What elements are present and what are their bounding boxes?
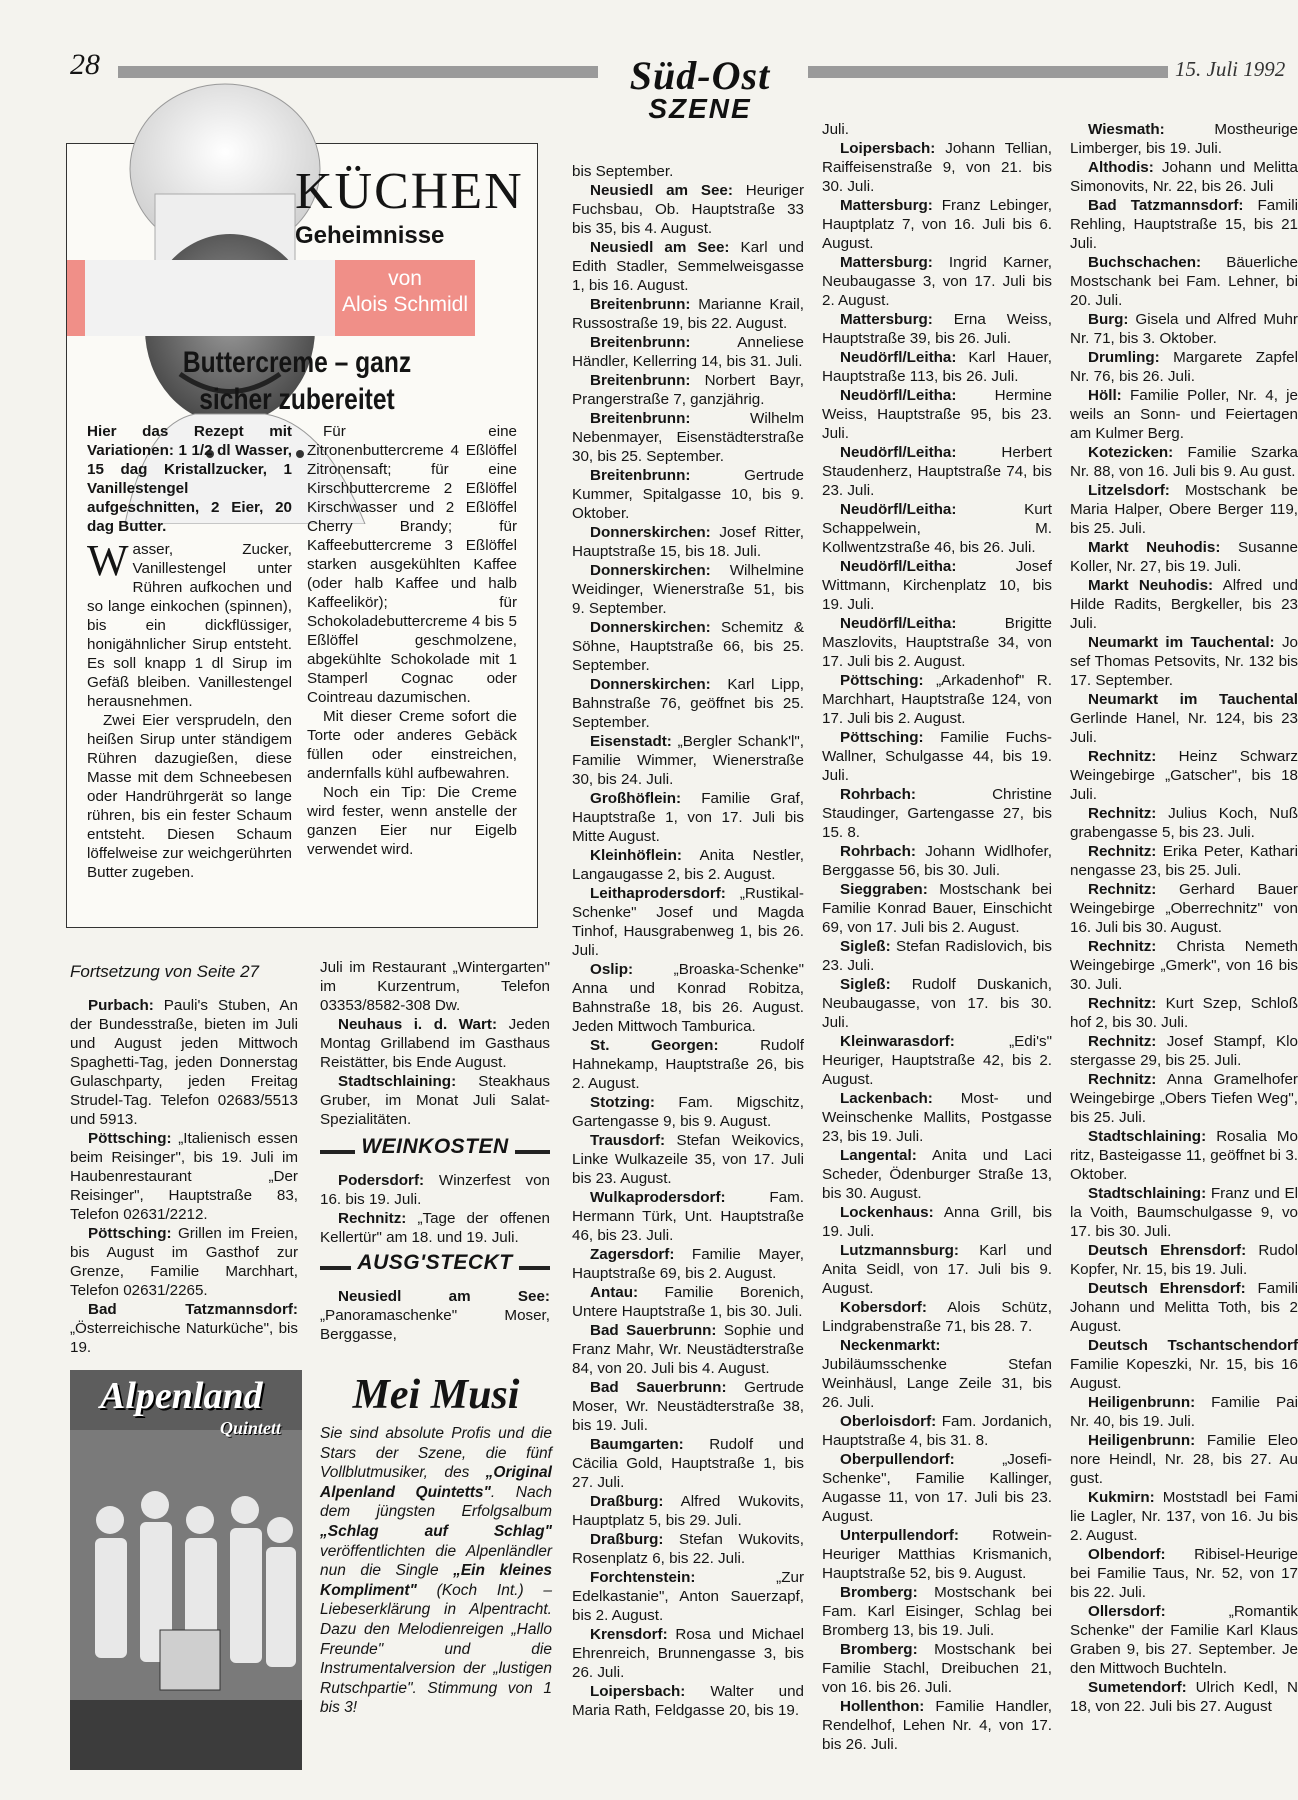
list-item: Rechnitz: Julius Koch, Nuß grabengasse 5, bis 23. Juli.	[1070, 805, 1298, 841]
list-item: Neudörfl/Leitha: Hermine Weiss, Hauptstraße 95, bis 23. Juli.	[822, 387, 1052, 442]
list-item: Mattersburg: Franz Lebinger, Hauptplatz 7, von 16. Juli bis 6. August.	[822, 197, 1052, 252]
column-title: KÜCHEN	[295, 163, 524, 220]
list-item: Mattersburg: Ingrid Karner, Neubaugasse 3, von 17. Juli bis 2. August.	[822, 254, 1052, 309]
list-item: Donnerskirchen: Schemitz & Söhne, Hauptstraße 66, bis 25. September.	[572, 619, 804, 674]
list-item: Donnerskirchen: Josef Ritter, Hauptstraße 15, bis 18. Juli.	[572, 524, 804, 560]
list-item: Stadtschlaining: Rosalia Mo ritz, Basteigasse 11, geöffnet bi 3. Oktober.	[1070, 1128, 1298, 1183]
column-3	[572, 162, 804, 1720]
list-item: Höll: Familie Poller, Nr. 4, je weils an Sonn- und Feiertagen am Kulmer Berg.	[1070, 387, 1298, 442]
recipe-para-5: Noch ein Tip: Die Creme wird fester, wenn anstelle der ganzen Eier nur Eigelb verwendet wird.	[307, 784, 517, 858]
list-item: Buchschachen: Bäuerliche Mostschank bei Fam. Lehner, bi 20. Juli.	[1070, 254, 1298, 309]
list-item: Deutsch Ehrensdorf: Rudol Kopfer, Nr. 15, bis 19. Juli.	[1070, 1242, 1298, 1278]
recipe-para-1: asser, Zucker, Vanillestengel unter Rühren aufkochen und so lange einkochen (spinnen), bis ein dickflüssiger, honigähnlicher Sirup entsteht. Es soll knapp 1 dl Sirup im Gefäß bleiben. Vanillestengel herausnehmen.	[87, 541, 292, 710]
list-item: Juli im Restaurant „Wintergarten" im Kurzentrum, Telefon 03353/8582-308 Dw.	[320, 959, 550, 1014]
recipe-headline-2: sicher zubereitet	[199, 383, 395, 416]
list-item: Neudörfl/Leitha: Karl Hauer, Hauptstraße 113, bis 26. Juli.	[822, 349, 1052, 385]
music-article	[320, 1370, 552, 1718]
byline-von: von	[388, 267, 422, 290]
list-item: Antau: Familie Borenich, Untere Hauptstraße 1, bis 30. Juli.	[572, 1284, 804, 1320]
list-item: Oberpullendorf: „Josefi-Schenke", Familie Kallinger, Augasse 11, von 17. Juli bis 23. August.	[822, 1451, 1052, 1525]
recipe-para-4: Mit dieser Creme sofort die Torte oder anderes Gebäck füllen oder einstreichen, andernfalls kühl aufbewahren.	[307, 708, 517, 782]
column-5	[1070, 120, 1298, 1716]
list-item: Purbach: Pauli's Stuben, An der Bundesstraße, bieten im Juli und August jeden Mittwoch Spaghetti-Tag, jeden Donnerstag Gulaschparty, jeden Freitag Strudel-Tag. Telefon 02683/5513 und 5913.	[70, 997, 298, 1128]
byline-author: Alois Schmidl	[341, 293, 469, 316]
list-item: Juli.	[822, 121, 850, 138]
list-item: Bromberg: Mostschank bei Fam. Karl Eisinger, Schlag bei Bromberg 13, bis 19. Juli.	[822, 1584, 1052, 1639]
recipe-para-3: Für eine Zitronenbuttercreme 4 Eßlöffel Zitronensaft; für eine Kirschbuttercreme 2 Eßlöffel Kirschwasser und 2 Eßlöffel Cherry Brandy; für Kaffeebuttercreme 3 Eßlöffel starken ausgekühlten Kaffee (oder halb Kaffee und halb Kaffeelikör); für Schokoladebuttercreme 4 bis 5 Eßlöffel geschmolzene, abgekühlte Schokolade mit 1 Stamperl Cognac oder Cointreau dazumischen.	[307, 423, 517, 706]
list-item: Breitenbrunn: Wilhelm Nebenmayer, Eisenstädterstraße 30, bis 25. September.	[572, 410, 804, 465]
list-item: Oberloisdorf: Fam. Jordanich, Hauptstraße 4, bis 31. 8.	[822, 1413, 1052, 1449]
list-item: Bad Sauerbrunn: Gertrude Moser, Wr. Neustädterstraße 38, bis 19. Juli.	[572, 1379, 805, 1434]
list-item: Kukmirn: Moststadl bei Fami lie Lagler, Nr. 137, von 16. Ju bis 2. August.	[1070, 1489, 1298, 1544]
continuation-note: Fortsetzung von Seite 27	[70, 962, 260, 981]
column-b	[320, 958, 550, 1344]
list-item: St. Georgen: Rudolf Hahnekamp, Hauptstraße 26, bis 2. August.	[572, 1037, 804, 1092]
list-item: Loipersbach: Johann Tellian, Raiffeisenstraße 9, von 21. bis 30. Juli.	[822, 140, 1052, 195]
list-item: Rechnitz: Kurt Szep, Schloß hof 2, bis 30. Juli.	[1070, 995, 1298, 1031]
list-item: Pöttsching: Familie Fuchs-Wallner, Schulgasse 44, bis 19. Juli.	[822, 729, 1052, 784]
list-item: Wiesmath: Mostheurige Limberger, bis 19. Juli.	[1070, 121, 1298, 157]
recipe-col-left	[87, 422, 292, 882]
dropcap: W	[87, 536, 129, 585]
list-item: Draßburg: Stefan Wukovits, Rosenplatz 6, bis 22. Juli.	[572, 1531, 804, 1567]
list-item: Rechnitz: Josef Stampf, Klo stergasse 29, bis 25. Juli.	[1070, 1033, 1298, 1069]
recipe-box	[66, 143, 538, 928]
list-item: Loipersbach: Walter und Maria Rath, Feldgasse 20, bis 19.	[572, 1683, 804, 1719]
recipe-headline	[127, 344, 467, 418]
weinkosten-banner	[320, 1137, 550, 1167]
list-item: Bad Tatzmannsdorf: Famili Rehling, Hauptstraße 15, bis 21 Juli.	[1070, 197, 1298, 252]
list-item: bis September.	[572, 163, 674, 180]
list-item: Podersdorf: Winzerfest von 16. bis 19. Juli.	[320, 1172, 550, 1208]
list-item: Großhöflein: Familie Graf, Hauptstraße 1, von 17. Juli bis Mitte August.	[572, 790, 804, 845]
section-logo-top: Süd-Ost	[629, 53, 771, 98]
list-item: Neudörfl/Leitha: Josef Wittmann, Kirchenplatz 10, bis 19. Juli.	[822, 558, 1052, 613]
band-photo	[70, 1370, 302, 1770]
list-item: Pöttsching: „Arkadenhof" R. Marchhart, Hauptstraße 124, von 17. Juli bis 2. August.	[822, 672, 1052, 727]
list-item: Neusiedl am See: „Panoramaschenke" Moser, Berggasse,	[320, 1288, 550, 1343]
list-item: Burg: Gisela und Alfred Muhr Nr. 71, bis 3. Oktober.	[1070, 311, 1298, 347]
list-item: Stadtschlaining: Franz und El la Voith, Baumschulgasse 9, vo 17. bis 30. Juli.	[1070, 1185, 1298, 1240]
column-4	[822, 120, 1052, 1754]
list-item: Krensdorf: Rosa und Michael Ehrenreich, Brunnengasse 3, bis 26. Juli.	[572, 1626, 804, 1681]
list-item: Neckenmarkt: Jubiläumsschenke Stefan Weinhäusl, Lange Zeile 31, bis 26. Juli.	[822, 1337, 1052, 1411]
list-item: Neudörfl/Leitha: Kurt Schappelwein, M. Kollwentzstraße 46, bis 26. Juli.	[822, 501, 1052, 556]
list-item: Drumling: Margarete Zapfel Nr. 76, bis 26. Juli.	[1070, 349, 1298, 385]
list-item: Kotezicken: Familie Szarka Nr. 88, von 16. Juli bis 9. Au gust.	[1070, 444, 1298, 480]
list-item: Bad Tatzmannsdorf: „Österreichische Naturküche", bis 19.	[70, 1301, 298, 1356]
list-item: Lutzmannsburg: Karl und Anita Seidl, von 17. Juli bis 9. August.	[822, 1242, 1052, 1297]
recipe-intro: Hier das Rezept mit Variationen: 1 1/2 dl Wasser, 15 dag Kristallzucker, 1 Vanillestengel aufgeschnitten, 2 Eier, 20 dag Butter.	[87, 423, 292, 535]
list-item: Langental: Anita und Laci Scheder, Ödenburger Straße 13, bis 30. August.	[822, 1147, 1052, 1202]
list-item: Pöttsching: „Italienisch essen beim Reisinger", bis 19. Juli im Haubenrestaurant „Der Reisinger", Hauptstraße 83, Telefon 02631/2212.	[70, 1130, 298, 1223]
list-item: Heiligenbrunn: Familie Eleo nore Heindl, Nr. 28, bis 27. Au gust.	[1070, 1432, 1298, 1487]
list-item: Sieggraben: Mostschank bei Familie Konrad Bauer, Einschicht 69, von 17. Juli bis 2. August.	[822, 881, 1052, 936]
list-item: Lockenhaus: Anna Grill, bis 19. Juli.	[822, 1204, 1052, 1240]
list-item: Kleinhöflein: Anita Nestler, Langaugasse 2, bis 2. August.	[572, 847, 804, 883]
recipe-col-right	[307, 422, 517, 859]
list-item: Heiligenbrunn: Familie Pai Nr. 40, bis 19. Juli.	[1070, 1394, 1298, 1430]
ausgsteckt-heading: AUSG'STECKT	[351, 1251, 518, 1274]
list-item: Oslip: „Broaska-Schenke" Anna und Konrad Robitza, Bahnstraße 18, bis 26. August. Jeden Mittwoch Tamburica.	[572, 961, 804, 1035]
list-item: Forchtenstein: „Zur Edelkastanie", Anton Sauerzapf, bis 2. August.	[572, 1569, 804, 1624]
list-item: Pöttsching: Grillen im Freien, bis August im Gasthof zur Grenze, Familie Marchhart, Telefon 02631/2265.	[70, 1225, 298, 1299]
list-item: Neudörfl/Leitha: Brigitte Maszlovits, Hauptstraße 34, von 17. Juli bis 2. August.	[822, 615, 1052, 670]
list-item: Eisenstadt: „Bergler Schank'l", Familie Wimmer, Wienerstraße 30, bis 24. Juli.	[572, 733, 804, 788]
list-item: Stadtschlaining: Steakhaus Gruber, im Monat Juli Salat-Spezialitäten.	[320, 1073, 550, 1128]
list-item: Breitenbrunn: Norbert Bayr, Prangerstraße 7, ganzjährig.	[572, 372, 804, 408]
list-item: Sumetendorf: Ulrich Kedl, N 18, von 22. Juli bis 27. August	[1070, 1679, 1298, 1715]
column-a	[70, 996, 298, 1357]
chef-photo-overlay	[85, 260, 335, 336]
list-item: Althodis: Johann und Melitta Simonovits, Nr. 22, bis 26. Juli	[1070, 159, 1298, 195]
issue-date: 15. Juli 1992	[1175, 57, 1286, 81]
list-item: Donnerskirchen: Wilhelmine Weidinger, Wienerstraße 51, bis 9. September.	[572, 562, 804, 617]
list-item: Neusiedl am See: Heuriger Fuchsbau, Ob. Hauptstraße 33 bis 35, bis 4. August.	[572, 182, 804, 237]
list-item: Stotzing: Fam. Migschitz, Gartengasse 9, bis 9. August.	[572, 1094, 804, 1130]
list-item: Wulkaprodersdorf: Fam. Hermann Türk, Unt. Hauptstraße 46, bis 23. Juli.	[572, 1189, 804, 1244]
list-item: Neumarkt im Tauchental Gerlinde Hanel, Nr. 124, bis 23 Juli.	[1070, 691, 1298, 746]
list-item: Rechnitz: Christa Nemeth Weingebirge „Gmerk", von 16 bis 30. Juli.	[1070, 938, 1298, 993]
list-item: Lackenbach: Most- und Weinschenke Mallits, Postgasse 23, bis 19. Juli.	[822, 1090, 1052, 1145]
list-item: Neusiedl am See: Karl und Edith Stadler, Semmelweisgasse 1, bis 16. August.	[572, 239, 804, 294]
weinkosten-heading: WEINKOSTEN	[355, 1135, 514, 1158]
list-item: Deutsch Ehrensdorf: Famili Johann und Melitta Toth, bis 2 August.	[1070, 1280, 1298, 1335]
column-subtitle: Geheimnisse	[295, 222, 445, 249]
list-item: Donnerskirchen: Karl Lipp, Bahnstraße 76, geöffnet bis 25. September.	[572, 676, 804, 731]
list-item: Sigleß: Rudolf Duskanich, Neubaugasse, von 17. bis 30. Juli.	[822, 976, 1052, 1031]
list-item: Draßburg: Alfred Wukovits, Hauptplatz 5, bis 29. Juli.	[572, 1493, 804, 1529]
list-item: Neumarkt im Tauchental: Jo sef Thomas Petsovits, Nr. 132 bis 17. September.	[1070, 634, 1298, 689]
list-item: Rechnitz: Gerhard Bauer Weingebirge „Oberrechnitz" von 16. Juli bis 30. August.	[1070, 881, 1298, 936]
byline	[335, 266, 475, 318]
list-item: Rechnitz: Erika Peter, Kathari nengasse 23, bis 25. Juli.	[1070, 843, 1298, 879]
list-item: Breitenbrunn: Anneliese Händler, Kellerring 14, bis 31. Juli.	[572, 334, 804, 370]
list-item: Zagersdorf: Familie Mayer, Hauptstraße 69, bis 2. August.	[572, 1246, 804, 1282]
page-number: 28	[70, 48, 100, 81]
list-item: Bromberg: Mostschank bei Familie Stachl, Dreibuchen 21, von 16. bis 26. Juli.	[822, 1641, 1052, 1696]
section-logo-bottom: SZENE	[648, 93, 752, 124]
music-text: Sie sind absolute Profis und die Stars der Szene, die fünf Vollblutmusiker, des „Original Alpenland Quintetts". Nach dem jüngsten Erfolgsalbum „Schlag auf Schlag" veröffentlichten die Alpenländler nun die Single „Ein kleines Kompliment" (Koch Int.) – Liebeserklärung in Alpentracht. Dazu den Melodienreigen „Hallo Freunde" und die Instrumentalversion der „lustigen Rutschpartie". Stimmung von 1 bis 3!	[320, 1425, 553, 1717]
list-item: Sigleß: Stefan Radislovich, bis 23. Juli.	[822, 938, 1052, 974]
list-item: Kleinwarasdorf: „Edi's" Heuriger, Hauptstraße 42, bis 2. August.	[822, 1033, 1052, 1088]
list-item: Litzelsdorf: Mostschank be Maria Halper, Obere Berger 119, bis 25. Juli.	[1070, 482, 1298, 537]
recipe-para-2: Zwei Eier versprudeln, den heißen Sirup unter ständigem Rühren dazugießen, diese Masse mit dem Schneebesen oder Handrührgerät so lange rühren, bis ein fester Schaum entsteht. Diesen Schaum löffelweise zur weichgerührten Butter zugeben.	[87, 712, 292, 881]
list-item: Leithaprodersdorf: „Rustikal-Schenke" Josef und Magda Tinhof, Hausgrabenweg 1, bis 26. Juli.	[572, 885, 804, 959]
section-logo	[590, 52, 810, 142]
music-headline: Mei Musi	[352, 1372, 520, 1418]
list-item: Rechnitz: „Tage der offenen Kellertür" am 18. und 19. Juli.	[320, 1210, 550, 1246]
list-item: Breitenbrunn: Marianne Krail, Russostraße 19, bis 22. August.	[572, 296, 804, 332]
list-item: Breitenbrunn: Gertrude Kummer, Spitalgasse 10, bis 9. Oktober.	[572, 467, 804, 522]
list-item: Markt Neuhodis: Alfred und Hilde Radits, Bergkeller, bis 23 Juli.	[1070, 577, 1298, 632]
list-item: Neudörfl/Leitha: Herbert Staudenherz, Hauptstraße 74, bis 23. Juli.	[822, 444, 1052, 499]
header-rule-right	[808, 66, 1168, 78]
list-item: Olbendorf: Ribisel-Heurige bei Familie Taus, Nr. 52, von 17 bis 22. Juli.	[1070, 1546, 1298, 1601]
list-item: Rechnitz: Heinz Schwarz Weingebirge „Gatscher", bis 18 Juli.	[1070, 748, 1298, 803]
list-item: Trausdorf: Stefan Weikovics, Linke Wulkazeile 35, von 17. Juli bis 23. August.	[572, 1132, 804, 1187]
list-item: Unterpullendorf: Rotwein-Heuriger Matthias Krismanich, Hauptstraße 52, bis 9. August.	[822, 1527, 1052, 1582]
list-item: Neuhaus i. d. Wart: Jeden Montag Grillabend im Gasthaus Reistätter, bis Ende August.	[320, 1016, 550, 1071]
list-item: Rohrbach: Johann Widlhofer, Berggasse 56, bis 30. Juli.	[822, 843, 1052, 879]
list-item: Bad Sauerbrunn: Sophie und Franz Mahr, Wr. Neustädterstraße 84, von 20. Juli bis 4. August.	[572, 1322, 805, 1377]
list-item: Rohrbach: Christine Staudinger, Gartengasse 27, bis 15. 8.	[822, 786, 1052, 841]
list-item: Mattersburg: Erna Weiss, Hauptstraße 39, bis 26. Juli.	[822, 311, 1052, 347]
list-item: Ollersdorf: „Romantik Schenke" der Familie Karl Klaus Graben 9, bis 27. September. Je den Mittwoch Buchteln.	[1070, 1603, 1298, 1677]
ausgsteckt-banner	[320, 1253, 550, 1283]
recipe-headline-1: Buttercreme – ganz	[182, 346, 412, 379]
list-item: Baumgarten: Rudolf und Cäcilia Gold, Hauptstraße 1, bis 27. Juli.	[572, 1436, 804, 1491]
list-item: Kobersdorf: Alois Schütz, Lindgrabenstraße 71, bis 28. 7.	[822, 1299, 1052, 1335]
list-item: Hollenthon: Familie Handler, Rendelhof, Lehen Nr. 4, von 17. bis 26. Juli.	[822, 1698, 1052, 1753]
list-item: Markt Neuhodis: Susanne Koller, Nr. 27, bis 19. Juli.	[1070, 539, 1298, 575]
band-photo-title: Alpenland	[100, 1375, 263, 1417]
list-item: Rechnitz: Anna Gramelhofer Weingebirge „Obers Tiefen Weg", bis 25. Juli.	[1070, 1071, 1298, 1126]
band-photo-subtitle: Quintett	[220, 1418, 282, 1438]
list-item: Deutsch Tschantschendorf Familie Kopeszki, Nr. 15, bis 16 August.	[1070, 1337, 1298, 1392]
